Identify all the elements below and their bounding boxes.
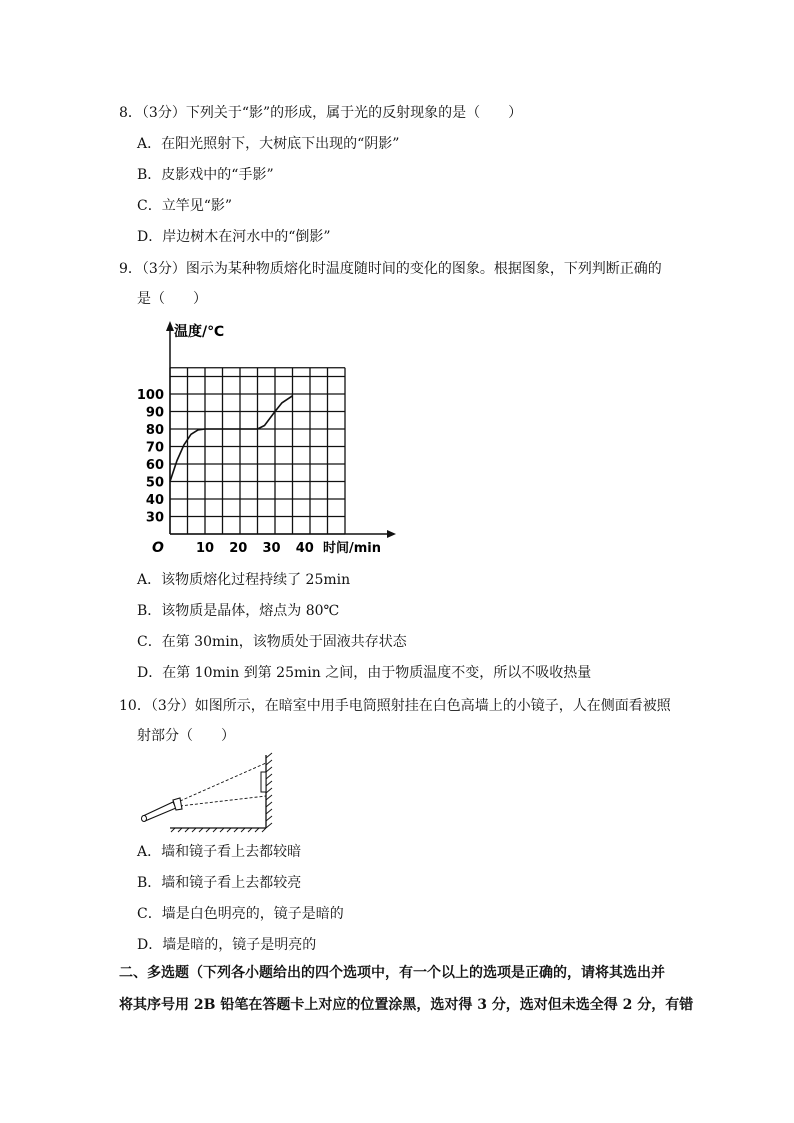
y-tick-label: 80: [145, 423, 164, 438]
y-tick-label: 70: [145, 440, 164, 456]
q10-stem: 10．（3分）如图所示，在暗室中用手电筒照射挂在白色高墙上的小镜子，人在侧面看被照: [119, 698, 671, 714]
melting-chart: [130, 315, 400, 560]
y-axis-label: 温度/℃: [174, 324, 225, 340]
q8-option-b: B．皮影戏中的“手影”: [137, 167, 274, 183]
q9-option-d: D．在第 10min 到第 25min 之间，由于物质温度不变，所以不吸收热量: [137, 665, 592, 681]
q10-option-b: B．墙和镜子看上去都较亮: [137, 875, 302, 891]
y-tick-label: 90: [145, 405, 164, 421]
q8-stem: 8．（3分）下列关于“影”的形成，属于光的反射现象的是（ ）: [119, 105, 523, 121]
q8-option-c: C．立竿见“影”: [137, 198, 233, 214]
y-tick-label: 60: [145, 458, 164, 473]
q10-option-c: C．墙是白色明亮的，镜子是暗的: [137, 906, 344, 922]
flashlight-icon: [142, 798, 183, 822]
q9-stem-cont: 是（ ）: [137, 291, 207, 307]
temperature-curve: [170, 396, 293, 482]
y-tick-label: 30: [145, 510, 164, 526]
y-tick-label: 100: [136, 388, 164, 403]
x-tick-label: 40: [295, 541, 314, 556]
section2-heading-line1: 二、多选题（下列各小题给出的四个选项中，有一个以上的选项是正确的，请将其选出并: [119, 965, 665, 981]
q10-option-d: D．墙是暗的，镜子是明亮的: [137, 937, 317, 953]
section2-heading-line2: 将其序号用 2B 铅笔在答题卡上对应的位置涂黑，选对得 3 分，选对但未选全得 2 分，有错: [119, 997, 694, 1013]
wall-hatching: [266, 753, 272, 828]
origin-label: O: [152, 540, 164, 556]
y-tick-label: 40: [145, 493, 164, 508]
q8-option-d: D．岸边树木在河水中的“倒影”: [137, 229, 331, 245]
mirror: [261, 772, 266, 792]
y-tick-label: 50: [145, 475, 164, 491]
x-tick-label: 10: [195, 541, 215, 556]
x-tick-label: 20: [229, 541, 248, 556]
x-tick-label: 30: [262, 541, 281, 556]
y-axis-arrow: [166, 321, 174, 331]
q10-option-a: A．墙和镜子看上去都较暗: [137, 844, 302, 860]
x-axis-label: 时间/min: [323, 541, 382, 556]
q8-option-a: A．在阳光照射下，大树底下出现的“阴影”: [137, 136, 400, 152]
q9-option-a: A．该物质熔化过程持续了 25min: [137, 572, 351, 588]
x-axis-arrow: [387, 530, 396, 538]
q9-option-b: B．该物质是晶体，熔点为 80℃: [137, 603, 340, 619]
q10-stem-cont: 射部分（ ）: [137, 728, 235, 744]
flashlight-mirror-diagram: [135, 750, 285, 835]
light-ray-lower: [180, 796, 266, 806]
q9-stem: 9．（3分）图示为某种物质熔化时温度随时间的变化的图象。根据图象，下列判断正确的: [119, 261, 662, 277]
q9-option-c: C．在第 30min，该物质处于固液共存状态: [137, 634, 407, 650]
light-ray-upper: [180, 763, 266, 801]
